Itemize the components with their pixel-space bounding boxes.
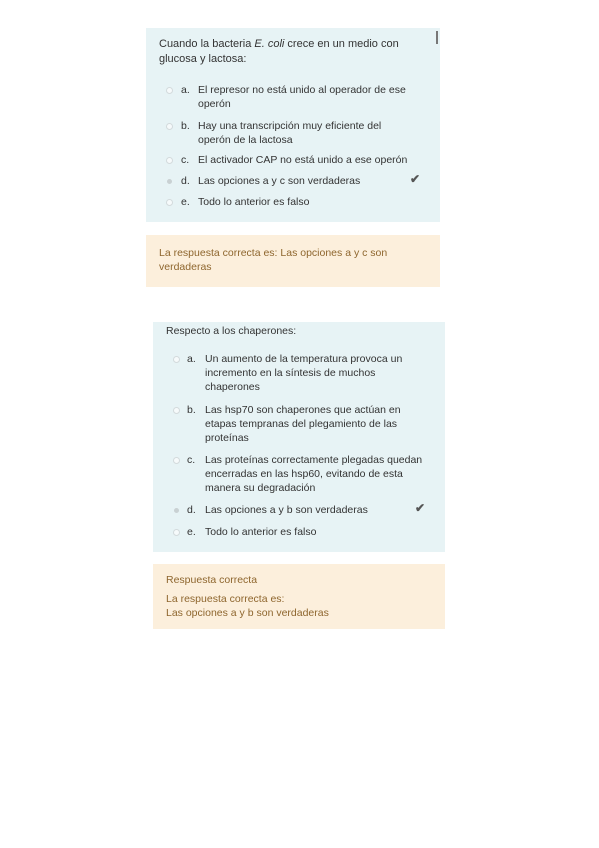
question-2-option-b[interactable]: b. Las hsp70 son chaperones que actúan en etapas tempranas del plegamiento de las proteínas [153,403,445,447]
feedback-label: La respuesta correcta es: [166,593,285,605]
question-2-text: Respecto a los chaperones: [166,325,297,337]
question-1-option-c[interactable]: c. El activador CAP no está unido a ese operón [146,153,440,169]
feedback-status: Respuesta correcta [166,574,258,586]
radio-button[interactable] [166,123,173,130]
question-1-text: Cuando la bacteria E. coli crece en un medio con glucosa y lactosa: [159,38,399,65]
question-2-card [153,322,445,552]
radio-button[interactable] [173,407,180,414]
question-2-feedback [153,564,445,629]
radio-button[interactable] [173,356,180,363]
radio-button-selected[interactable] [174,508,179,513]
question-1-option-d[interactable]: d. Las opciones a y c son verdaderas ✔ [146,174,440,190]
check-icon: ✔ [410,172,421,186]
feedback-text: La respuesta correcta es: Las opciones a y c son verdaderas [159,247,388,273]
question-2-option-c[interactable]: c. Las proteínas correctamente plegadas quedan encerradas en las hsp60, evitando de esta manera su degradación [153,453,445,497]
question-2-option-d[interactable]: d. Las opciones a y b son verdaderas ✔ [153,503,445,519]
radio-button[interactable] [173,529,180,536]
radio-button[interactable] [166,87,173,94]
question-1-option-b[interactable]: b. Hay una transcripción muy eficiente del operón de la lactosa [146,119,440,149]
radio-button-selected[interactable] [167,179,172,184]
question-2-option-e[interactable]: e. Todo lo anterior es falso [153,525,445,541]
feedback-answer: Las opciones a y b son verdaderas [166,607,329,619]
question-1-feedback [146,235,440,287]
question-1-option-e[interactable]: e. Todo lo anterior es falso [146,195,440,211]
radio-button[interactable] [166,157,173,164]
question-1-card [146,28,440,222]
radio-button[interactable] [173,457,180,464]
radio-button[interactable] [166,199,173,206]
flag-icon[interactable] [436,31,438,44]
check-icon: ✔ [415,501,426,515]
question-2-option-a[interactable]: a. Un aumento de la temperatura provoca un incremento en la síntesis de muchos chaperones [153,352,445,396]
question-1-option-a[interactable]: a. El represor no está unido al operador de ese operón [146,83,440,113]
